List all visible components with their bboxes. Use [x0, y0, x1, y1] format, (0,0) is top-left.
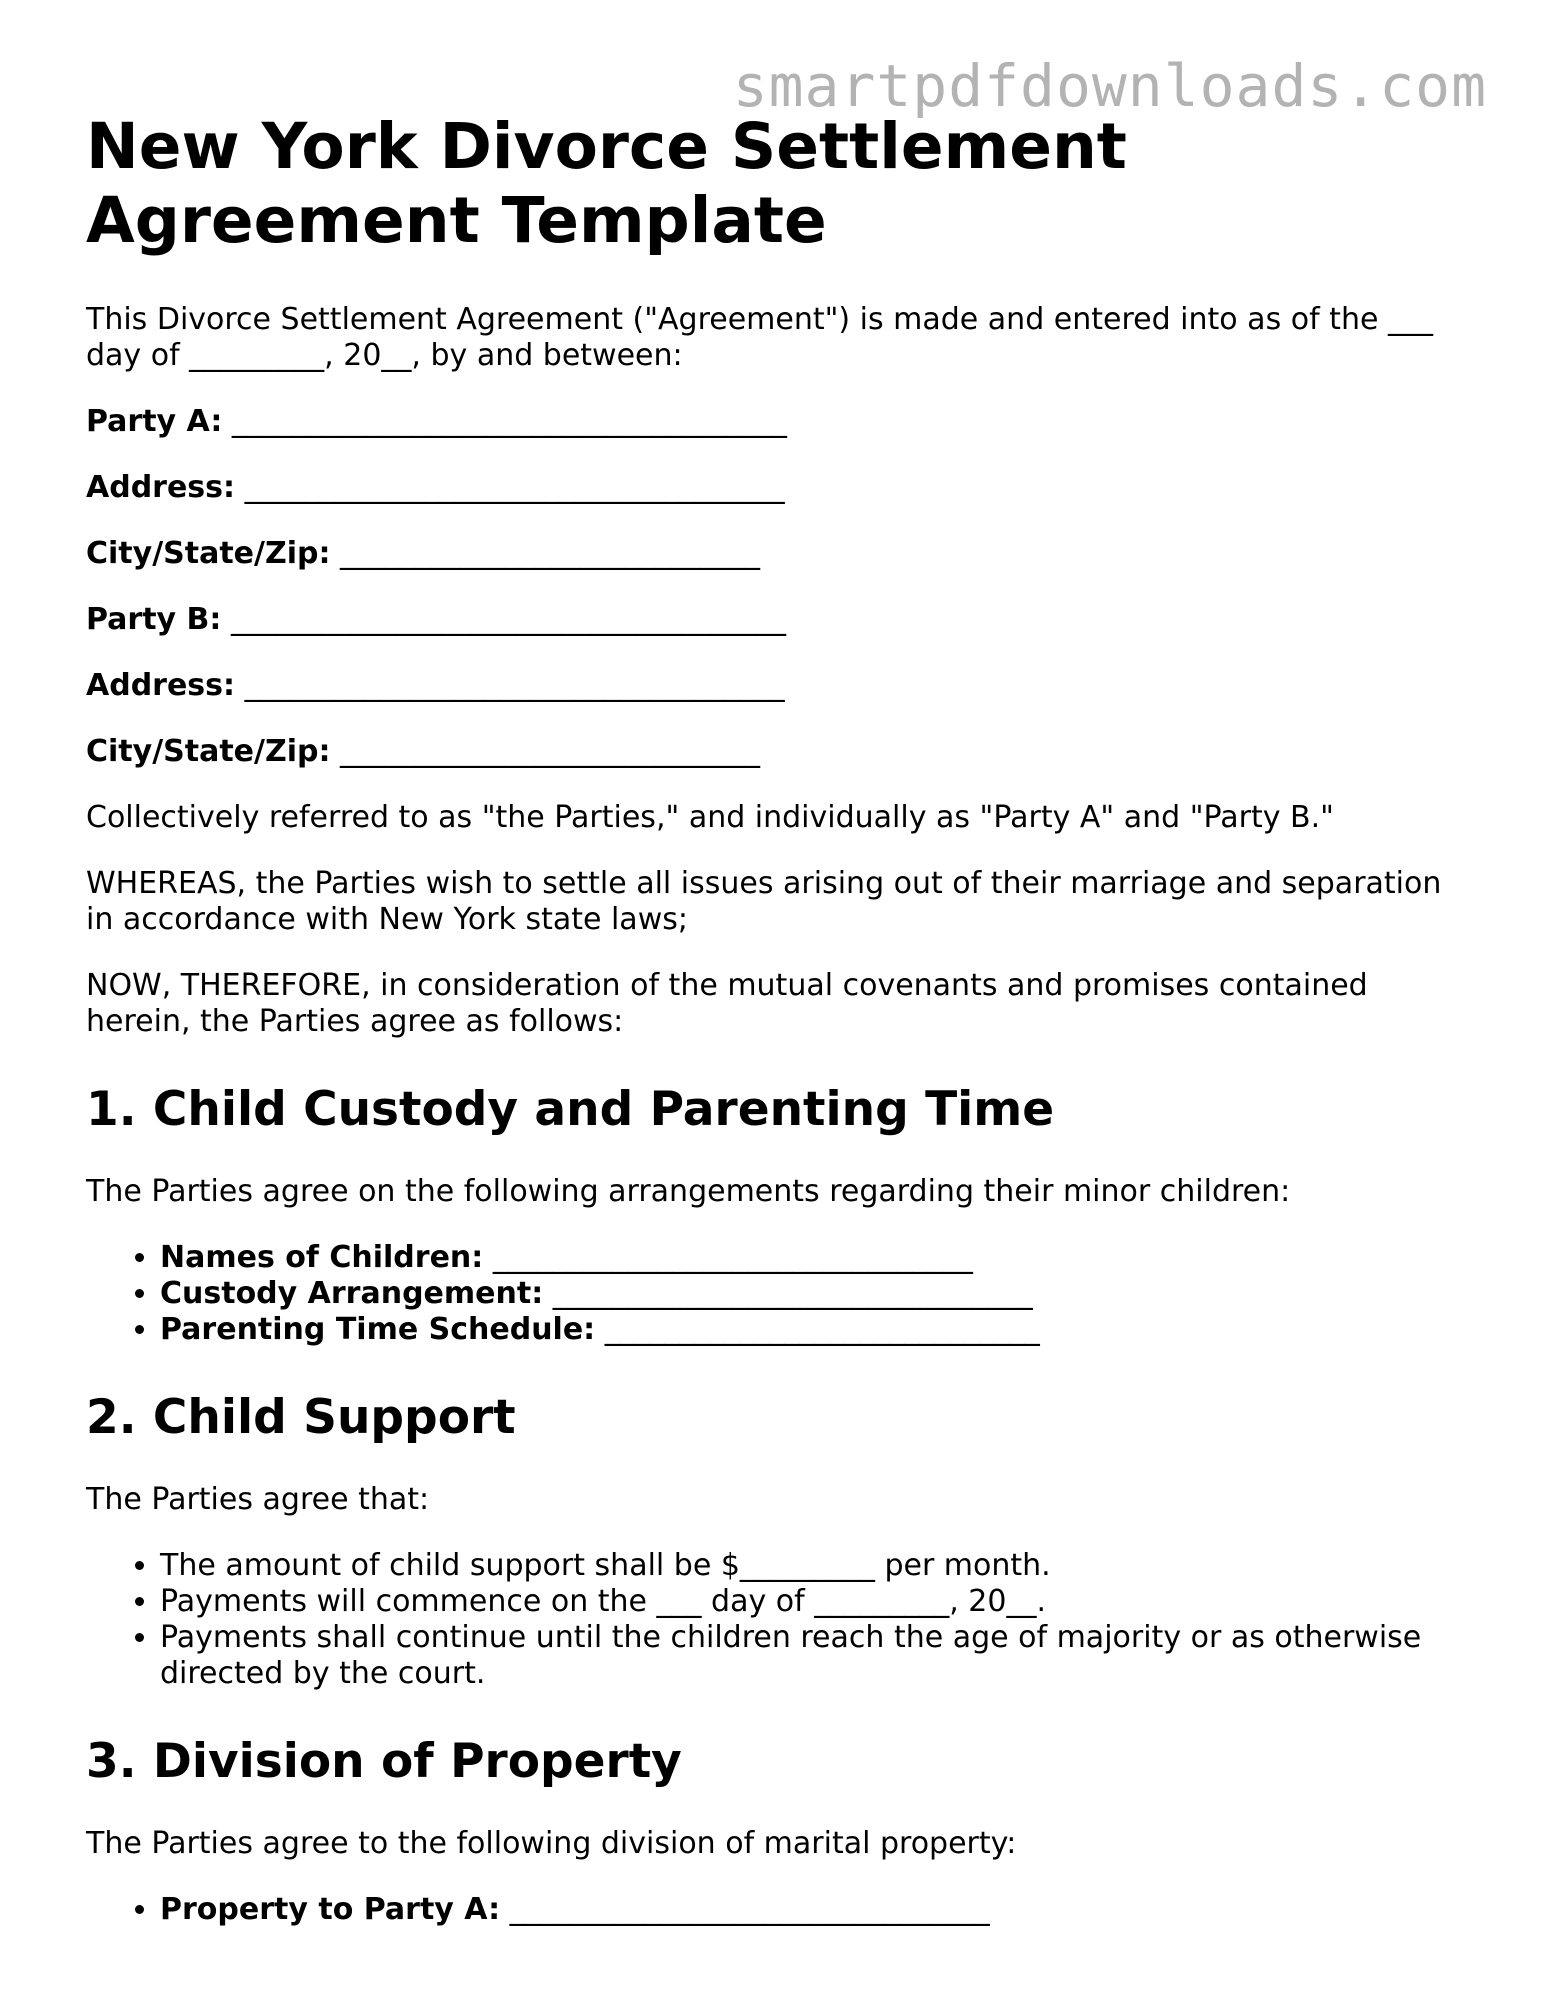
party-a-blank[interactable]: _____________________________________: [231, 404, 787, 439]
party-a-address-field[interactable]: [86, 470, 1466, 506]
party-a-address-blank[interactable]: ____________________________________: [244, 470, 785, 505]
watermark: smartpdfdownloads.com: [732, 52, 1487, 120]
party-b-city-label: City/State/Zip:: [86, 734, 331, 769]
party-b-blank[interactable]: _____________________________________: [230, 602, 786, 637]
property-party-a-blank[interactable]: ________________________________: [509, 1892, 990, 1927]
custody-arrangement-label: Custody Arrangement:: [160, 1276, 544, 1311]
section-3-heading: 3. Division of Property: [86, 1734, 682, 1789]
document-page: [86, 110, 1466, 1958]
parenting-schedule-blank[interactable]: _____________________________: [604, 1312, 1040, 1347]
section-2-intro: The Parties agree that:: [86, 1482, 430, 1517]
list-item[interactable]: [160, 1276, 1466, 1312]
party-b-label: Party B:: [86, 602, 222, 637]
section-3-intro: The Parties agree to the following division of marital property:: [86, 1826, 1017, 1861]
party-a-city-blank[interactable]: ____________________________: [340, 536, 761, 571]
property-party-a-label: Property to Party A:: [160, 1892, 501, 1927]
section-1-intro: The Parties agree on the following arrangements regarding their minor children:: [86, 1174, 1291, 1209]
party-b-address-blank[interactable]: ____________________________________: [244, 668, 785, 703]
list-item[interactable]: • Payments will commence on the ___ day of _________, 20__.: [160, 1584, 1466, 1620]
section-1-list: [86, 1240, 1466, 1348]
section-1-heading: 1. Child Custody and Parenting Time: [86, 1082, 1055, 1137]
list-item[interactable]: • The amount of child support shall be $_________ per month.: [160, 1548, 1466, 1584]
party-a-label: Party A:: [86, 404, 223, 439]
whereas-paragraph: WHEREAS, the Parties wish to settle all issues arising out of their marriage and separation in accordance with New York state laws;: [86, 866, 1442, 937]
parenting-schedule-label: Parenting Time Schedule:: [160, 1312, 596, 1347]
list-item: • Payments shall continue until the children reach the age of majority or as otherwise directed by the court.: [160, 1620, 1466, 1692]
section-2-list: [86, 1548, 1466, 1692]
document-title: New York Divorce Settlement Agreement Template: [86, 110, 1127, 257]
children-names-label: Names of Children:: [160, 1240, 484, 1275]
party-a-city-label: City/State/Zip:: [86, 536, 331, 571]
party-b-address-label: Address:: [86, 668, 236, 703]
party-b-city-blank[interactable]: ____________________________: [340, 734, 761, 769]
party-a-city-field[interactable]: [86, 536, 1466, 572]
section-2-heading: 2. Child Support: [86, 1390, 516, 1445]
party-b-city-field[interactable]: [86, 734, 1466, 770]
collectively-paragraph: Collectively referred to as "the Parties," and individually as "Party A" and "Party B.": [86, 800, 1334, 835]
party-b-address-field[interactable]: [86, 668, 1466, 704]
party-a-address-label: Address:: [86, 470, 236, 505]
list-item[interactable]: [160, 1312, 1466, 1348]
party-b-field[interactable]: [86, 602, 1466, 638]
party-a-field[interactable]: [86, 404, 1466, 440]
section-3-list: [86, 1892, 1466, 1928]
children-names-blank[interactable]: ________________________________: [492, 1240, 973, 1275]
custody-arrangement-blank[interactable]: ________________________________: [552, 1276, 1033, 1311]
intro-paragraph: This Divorce Settlement Agreement ("Agreement") is made and entered into as of the ___ day of _________, 20__, by and between:: [86, 302, 1433, 373]
list-item[interactable]: [160, 1892, 1466, 1928]
now-therefore-paragraph: NOW, THEREFORE, in consideration of the mutual covenants and promises contained herein, the Parties agree as follows:: [86, 968, 1368, 1039]
list-item[interactable]: [160, 1240, 1466, 1276]
